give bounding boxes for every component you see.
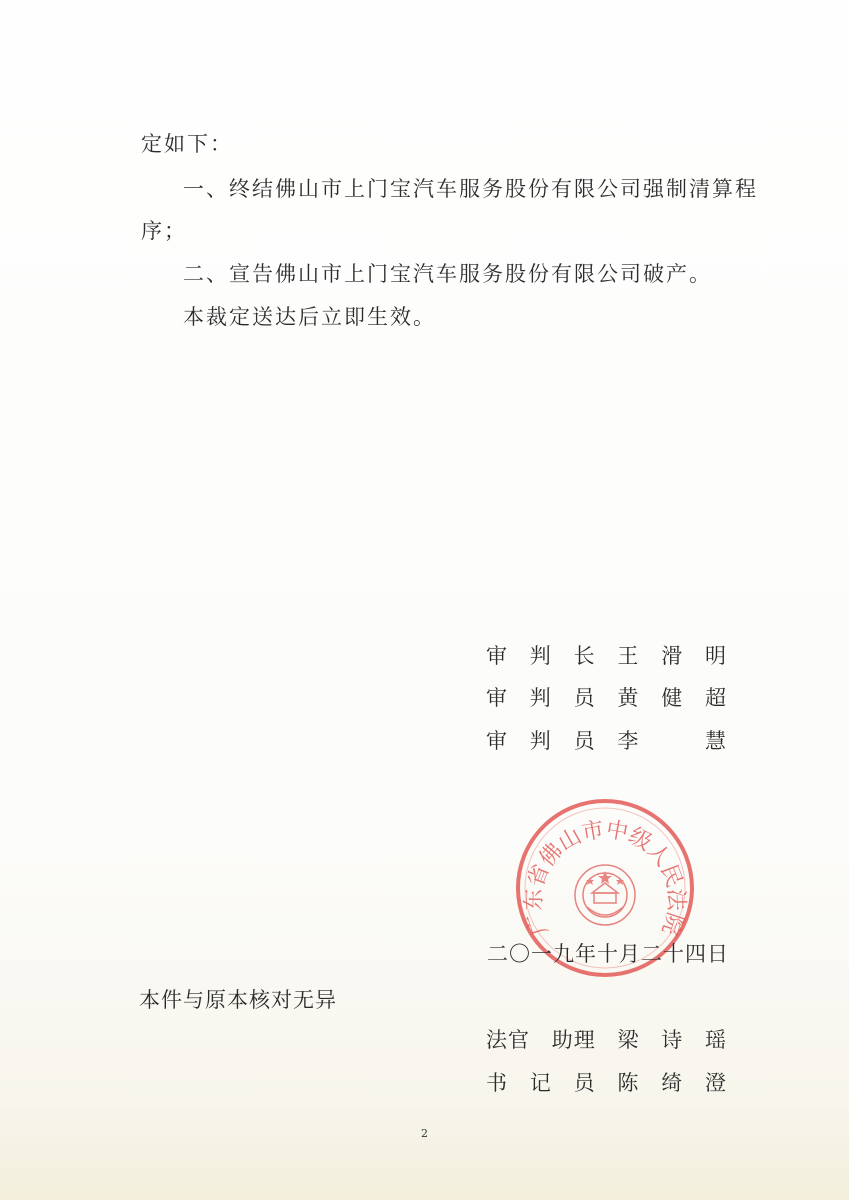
name-char: 澄	[704, 1071, 726, 1095]
signature-judge-1	[486, 683, 726, 713]
role-char: 判	[529, 644, 551, 668]
signature-judge-2	[486, 726, 726, 756]
ruling-date: 二〇一九年十月二十四日	[487, 942, 729, 966]
role-char: 官	[508, 1028, 529, 1052]
name-char: 超	[704, 686, 726, 710]
signature-presiding-judge	[486, 641, 726, 671]
page-number: 2	[421, 1127, 428, 1140]
signature-clerk	[486, 1068, 726, 1098]
role-char: 记	[529, 1071, 551, 1095]
name-char: 滑	[661, 644, 683, 668]
role-char: 判	[529, 686, 551, 710]
seal-text: 广东省佛山市中级人民法院	[521, 817, 689, 939]
name-char: 健	[661, 686, 683, 710]
role-char: 审	[486, 729, 507, 753]
signature-judge-assistant	[486, 1025, 726, 1055]
name-char: 慧	[704, 729, 726, 753]
name-char: 王	[617, 644, 639, 668]
name-char: 李	[617, 729, 639, 753]
role-char: 判	[529, 729, 551, 753]
role-char: 法	[486, 1028, 507, 1052]
role-char: 书	[486, 1071, 507, 1095]
role-char: 员	[573, 686, 595, 710]
name-spacer	[661, 726, 682, 756]
name-char: 梁	[617, 1028, 639, 1052]
verification-note: 本件与原本核对无异	[139, 988, 337, 1012]
role-char: 长	[573, 644, 595, 668]
national-emblem-icon	[575, 865, 635, 925]
name-char: 诗	[661, 1028, 683, 1052]
role-char: 员	[573, 1071, 595, 1095]
role-char: 审	[486, 686, 507, 710]
body-line-item-2: 二、宣告佛山市上门宝汽车服务股份有限公司破产。	[183, 262, 712, 286]
role-char: 理	[573, 1028, 595, 1052]
name-char: 黄	[617, 686, 639, 710]
body-line-effective: 本裁定送达后立即生效。	[183, 305, 436, 329]
role-char: 审	[486, 644, 507, 668]
role-char: 助	[551, 1028, 573, 1052]
body-line-item-1-cont: 序；	[141, 219, 187, 243]
name-char: 绮	[661, 1071, 683, 1095]
body-line-intro: 定如下：	[141, 132, 233, 156]
name-char: 陈	[617, 1071, 639, 1095]
name-char: 瑶	[705, 1028, 726, 1052]
name-char: 明	[704, 644, 726, 668]
body-line-item-1: 一、终结佛山市上门宝汽车服务股份有限公司强制清算程	[183, 177, 758, 201]
role-char: 员	[573, 729, 595, 753]
